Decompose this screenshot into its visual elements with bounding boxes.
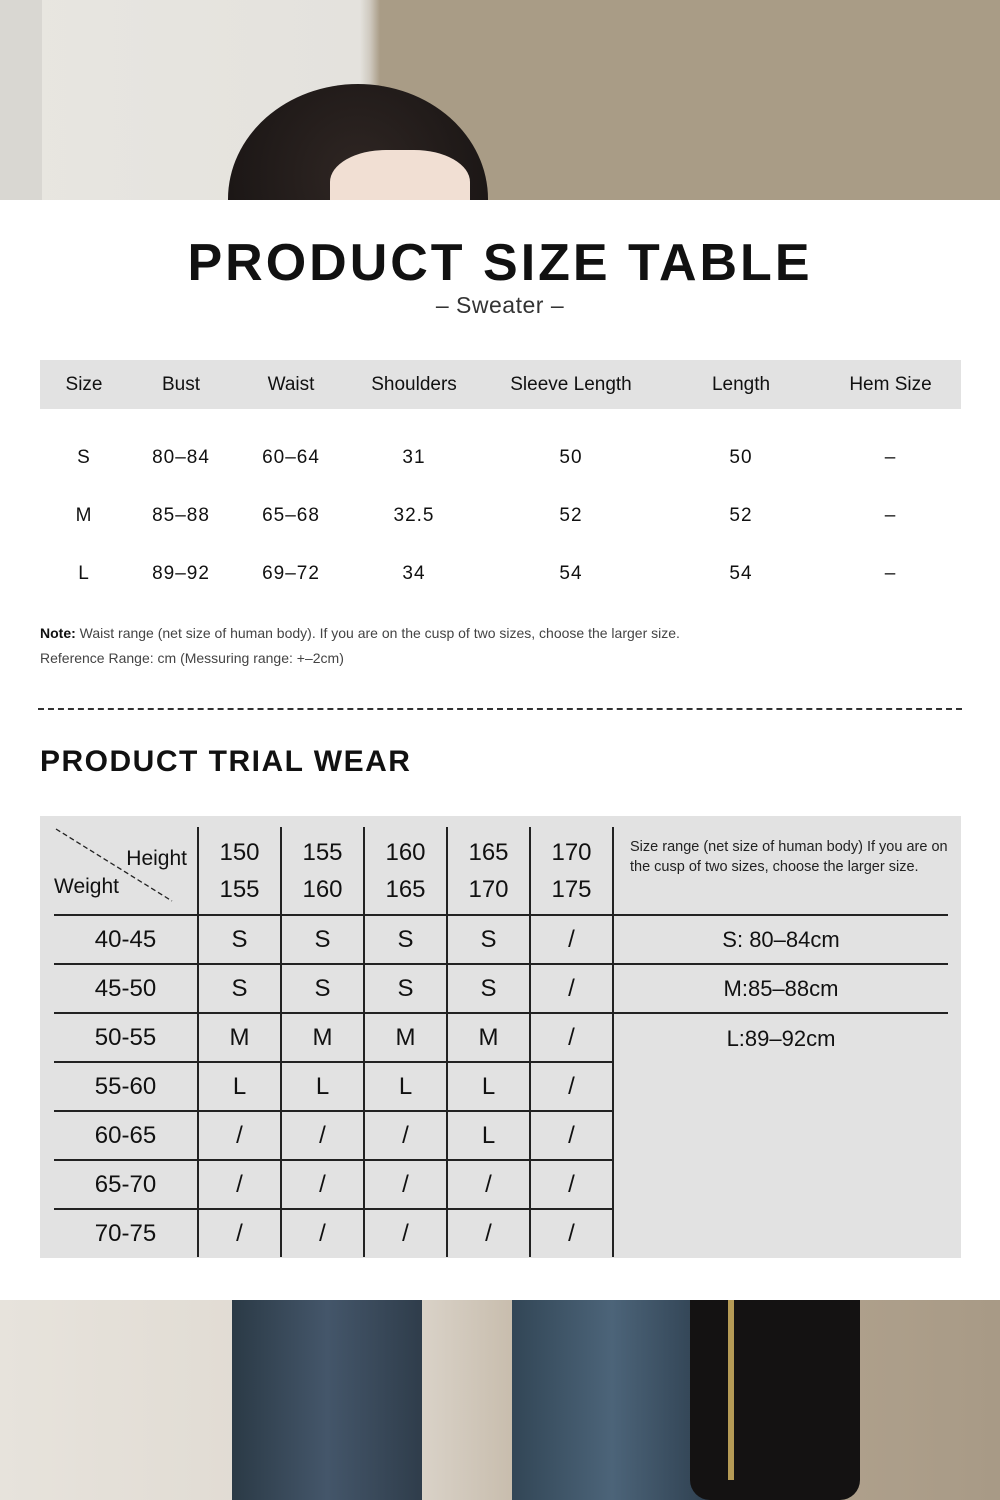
size-cell: S	[447, 915, 530, 964]
weight-cell: 45-50	[54, 964, 198, 1013]
cell-hem-size: –	[884, 505, 897, 526]
page-title: PRODUCT SIZE TABLE	[187, 234, 813, 292]
size-cell: /	[530, 1062, 613, 1111]
size-table-header	[40, 360, 961, 409]
note-label: Note:	[40, 625, 76, 641]
cell-hem-size: –	[884, 563, 897, 584]
weight-label: Weight	[54, 875, 119, 898]
size-range-note: Size range (net size of human body) If you are on the cusp of two sizes, choose the larger size.	[613, 827, 948, 915]
size-cell: M	[364, 1013, 447, 1062]
cell-bust: 80–84	[152, 447, 210, 468]
size-cell: /	[364, 1209, 447, 1257]
size-cell: S	[198, 915, 281, 964]
weight-cell: 40-45	[54, 915, 198, 964]
trial-wear-title: PRODUCT TRIAL WEAR	[40, 745, 412, 778]
height-label: Height	[126, 847, 187, 870]
table-row	[54, 915, 948, 964]
dashed-divider	[38, 708, 962, 710]
cell-size: L	[78, 563, 90, 584]
weight-cell: 50-55	[54, 1013, 198, 1062]
table-row	[54, 964, 948, 1013]
cell-shoulders: 32.5	[393, 505, 435, 526]
weight-cell: 60-65	[54, 1111, 198, 1160]
cell-length: 50	[729, 447, 753, 468]
size-cell: L	[447, 1062, 530, 1111]
size-cell: /	[281, 1111, 364, 1160]
note-text: Waist range (net size of human body). If you are on the cusp of two sizes, choose the larger size.	[75, 625, 680, 641]
size-cell: L	[447, 1111, 530, 1160]
cell-shoulders: 34	[402, 563, 426, 584]
size-cell: /	[281, 1160, 364, 1209]
trial-wear-box	[40, 816, 961, 1258]
model-photo-bottom	[0, 1300, 1000, 1500]
size-cell: /	[530, 1160, 613, 1209]
size-cell: S	[198, 964, 281, 1013]
cell-size: M	[75, 505, 93, 526]
cell-sleeve-length: 52	[559, 505, 583, 526]
size-cell: /	[530, 915, 613, 964]
size-cell: L	[364, 1062, 447, 1111]
size-cell: /	[198, 1160, 281, 1209]
weight-cell: 70-75	[94, 1219, 157, 1247]
col-sleeve-length: Sleeve Length	[480, 360, 662, 409]
size-cell: /	[530, 964, 613, 1013]
height-col-160-165: 160 165	[364, 827, 447, 915]
size-cell: L	[198, 1062, 281, 1111]
reference-range-note: Reference Range: cm (Messuring range: +–2cm)	[40, 650, 344, 666]
cell-bust: 89–92	[152, 563, 210, 584]
size-cell: /	[198, 1209, 281, 1257]
size-cell: /	[364, 1160, 447, 1209]
table-row	[40, 429, 961, 487]
jeans-left-leg	[232, 1300, 422, 1500]
size-cell: /	[530, 1013, 613, 1062]
size-cell: /	[530, 1209, 613, 1257]
cell-waist: 60–64	[262, 447, 320, 468]
size-cell: /	[281, 1209, 364, 1257]
col-length: Length	[662, 360, 820, 409]
col-size: Size	[40, 360, 128, 409]
cell-size: S	[77, 447, 91, 468]
col-hem-size: Hem Size	[820, 360, 961, 409]
wall-strip	[0, 0, 42, 200]
size-cell: /	[364, 1111, 447, 1160]
size-cell: /	[447, 1160, 530, 1209]
size-cell: /	[447, 1209, 530, 1257]
cell-sleeve-length: 54	[559, 563, 583, 584]
size-note	[40, 625, 680, 641]
table-row	[54, 1013, 948, 1062]
cell-bust: 85–88	[152, 505, 210, 526]
product-subtitle: – Sweater –	[435, 292, 565, 318]
side-value-l: L:89–92cm	[613, 1013, 948, 1257]
trial-wear-table	[54, 827, 948, 1257]
height-col-155-160: 155 160	[281, 827, 364, 915]
size-cell: M	[447, 1013, 530, 1062]
col-shoulders: Shoulders	[348, 360, 480, 409]
col-waist: Waist	[234, 360, 348, 409]
cell-shoulders: 31	[402, 447, 426, 468]
side-value-s: S: 80–84cm	[613, 915, 948, 964]
side-value-m: M:85–88cm	[613, 964, 948, 1013]
model-photo-top	[0, 0, 1000, 200]
size-cell: S	[364, 915, 447, 964]
jeans-right-leg	[512, 1300, 712, 1500]
size-cell: S	[364, 964, 447, 1013]
model-face	[330, 150, 470, 200]
weight-cell: 65-70	[54, 1160, 198, 1209]
size-table	[40, 360, 961, 603]
size-cell: /	[198, 1111, 281, 1160]
cell-waist: 65–68	[262, 505, 320, 526]
size-cell: L	[281, 1062, 364, 1111]
size-cell: S	[447, 964, 530, 1013]
cell-hem-size: –	[884, 447, 897, 468]
col-bust: Bust	[128, 360, 234, 409]
table-row	[40, 545, 961, 603]
cell-waist: 69–72	[262, 563, 320, 584]
height-col-165-170: 165 170	[447, 827, 530, 915]
weight-cell: 55-60	[54, 1062, 198, 1111]
handbag-zipper	[728, 1300, 734, 1480]
table-row	[40, 487, 961, 545]
black-handbag	[690, 1300, 860, 1500]
size-cell: S	[281, 964, 364, 1013]
height-weight-corner	[54, 827, 198, 915]
cell-sleeve-length: 50	[559, 447, 583, 468]
height-col-150-155: 150 155	[198, 827, 281, 915]
trial-header-row	[54, 827, 948, 915]
cell-length: 54	[729, 563, 753, 584]
height-col-170-175: 170 175	[530, 827, 613, 915]
size-chart-panel	[0, 200, 1000, 1300]
size-cell: /	[530, 1111, 613, 1160]
size-cell: S	[281, 915, 364, 964]
cell-length: 52	[729, 505, 753, 526]
size-cell: M	[281, 1013, 364, 1062]
size-cell: M	[198, 1013, 281, 1062]
